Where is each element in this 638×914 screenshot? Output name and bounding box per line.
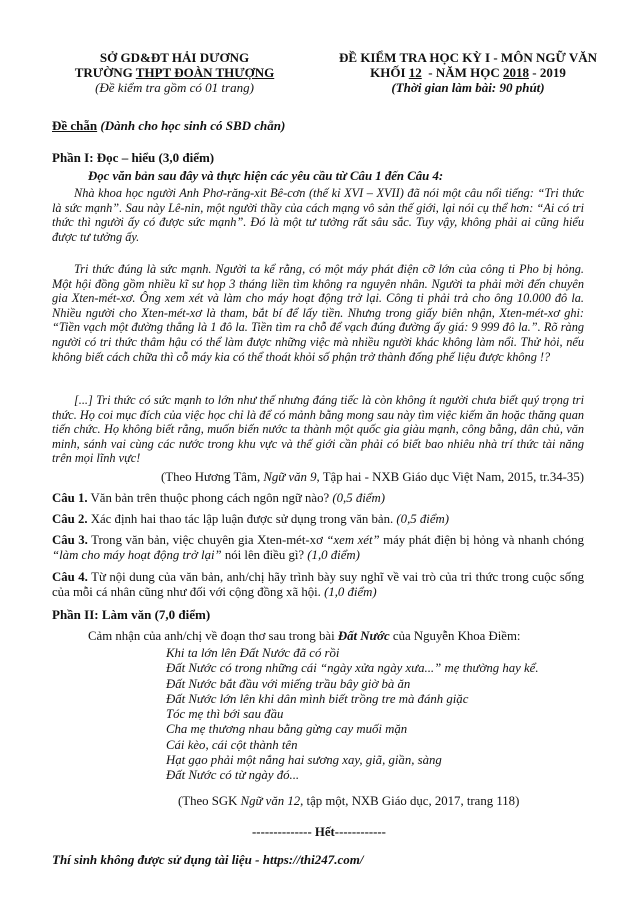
poem-line: Tóc mẹ thì bới sau đầu bbox=[166, 707, 284, 722]
question-4: Câu 4. Từ nội dung của văn bản, anh/chị hãy trình bày suy nghĩ về vai trò của tri thức trong cuộc sống của mỗi cá nhân cũng như đối với cộng đồng xã hội. (1,0 điểm) bbox=[52, 570, 584, 600]
passage-paragraph-2: Tri thức đúng là sức mạnh. Người ta kể rằng, có một máy phát điện cỡ lớn của công ti Pho bị hỏng. Một hội đồng gồm nhiều kĩ sư họp 3 tháng liền tìm không ra nguyên nhân. Người ta phải mời đến chuyên gia Xten-mét-xơ. Ông xem xét và làm cho máy hoạt động trở lại. Công ti phải trả cho ông 10.000 đô la. Nhiều người cho Xten-mét-xơ là tham, bắt bí để lấy tiền. Nhưng trong giấy biên nhận, Xten-mét-xơ ghi: “Tiền vạch một đường thẳng là 1 đô la. Tiền tìm ra chỗ để vạch đúng đường ấy giá: 9 999 đô la.”. Rõ ràng người có tri thức thâm hậu có thể làm được những việc mà nhiều người khác không làm nổi. Thử hỏi, nếu không biết cách chữa thì cỗ máy kia có thể thoát khỏi số phận trở thành đống phế liệu được không !? bbox=[52, 262, 584, 364]
department-name: SỞ GD&ĐT HẢI DƯƠNG bbox=[99, 50, 250, 65]
part1-title: Phần I: Đọc – hiểu (3,0 điểm) bbox=[52, 150, 215, 165]
header-left bbox=[52, 50, 297, 95]
passage-paragraph-3: [...] Tri thức có sức mạnh to lớn như thế nhưng đáng tiếc là còn không ít người chưa biết quý trọng tri thức. Họ coi mục đích của việc học chỉ là để có mảnh bằng mong sau này tìm việc kiếm ăn hoặc thăng quan tiến chức. Họ không biết rằng, muốn biến nước ta thành một quốc gia giàu mạnh, công bằng, dân chủ, văn minh, sánh vai cùng các nước trong khu vực và thế giới cần phải có biết bao nhiêu nhà trí thức tài năng trên mọi lĩnh vực! bbox=[52, 393, 584, 466]
time-note: (Thời gian làm bài: 90 phút) bbox=[391, 80, 545, 95]
poem-line: Đất Nước có trong những cái “ngày xửa ngày xưa...” mẹ thường hay kể. bbox=[166, 661, 539, 676]
poem-line: Cha mẹ thương nhau bằng gừng cay muối mặn bbox=[166, 722, 408, 737]
question-3: Câu 3. Trong văn bản, việc chuyên gia Xten-mét-xơ “xem xét” máy phát điện bị hỏng và nhanh chóng “làm cho máy hoạt động trở lại” nói lên điều gì? (1,0 điểm) bbox=[52, 533, 584, 563]
part2-prompt: Cảm nhận của anh/chị về đoạn thơ sau trong bài Đất Nước của Nguyễn Khoa Điềm: bbox=[88, 629, 521, 643]
exam-title: ĐỀ KIỂM TRA HỌC KỲ I - MÔN NGỮ VĂN bbox=[339, 50, 597, 65]
poem-excerpt bbox=[166, 646, 539, 784]
question-1: Câu 1. Văn bản trên thuộc phong cách ngôn ngữ nào? (0,5 điểm) bbox=[52, 491, 385, 505]
passage-source: (Theo Hương Tâm, Ngữ văn 9, Tập hai - NXB Giáo dục Việt Nam, 2015, tr.34-35) bbox=[161, 470, 584, 484]
poem-line: Hạt gạo phải một nắng hai sương xay, giã, giần, sàng bbox=[166, 753, 442, 768]
poem-line: Đất Nước lớn lên khi dân mình biết trồng tre mà đánh giặc bbox=[166, 691, 469, 706]
poem-line: Đất Nước bắt đầu với miếng trầu bây giờ bà ăn bbox=[166, 676, 411, 691]
footer-note: Thí sinh không được sử dụng tài liệu - https://thi247.com/ bbox=[52, 852, 364, 867]
poem-line: Cái kèo, cái cột thành tên bbox=[166, 737, 298, 752]
version-label: Đề chẵn (Dành cho học sinh có SBD chẵn) bbox=[52, 118, 286, 133]
grade-year: KHỐI 12 - NĂM HỌC 2018 - 2019 bbox=[370, 65, 566, 80]
part1-instruction: Đọc văn bản sau đây và thực hiện các yêu cầu từ Câu 1 đến Câu 4: bbox=[88, 169, 444, 183]
poem-source: (Theo SGK Ngữ văn 12, tập một, NXB Giáo dục, 2017, trang 118) bbox=[178, 794, 520, 808]
poem-line: Đất Nước có từ ngày đó... bbox=[166, 768, 300, 783]
pages-note: (Đề kiểm tra gồm có 01 trang) bbox=[95, 80, 254, 95]
part2-title: Phần II: Làm văn (7,0 điểm) bbox=[52, 607, 211, 622]
header-right bbox=[318, 50, 618, 95]
school-name: TRƯỜNG THPT ĐOÀN THƯỢNG bbox=[74, 65, 275, 80]
end-mark: -------------- Hết------------ bbox=[252, 825, 386, 839]
passage-paragraph-1: Nhà khoa học người Anh Phơ-răng-xit Bê-cơn (thế kỉ XVI – XVII) đã nói một câu nổi tiếng: “Tri thức là sức mạnh”. Sau này Lê-nin, một người thầy của cách mạng vô sản thế giới, lại nói cụ thể hơn: “Ai có tri thức thì người ấy có được sức mạnh”. Đó là một tư tưởng rất sâu sắc. Tuy vậy, không phải ai cũng hiểu được tư tưởng ấy. bbox=[52, 186, 584, 244]
question-2: Câu 2. Xác định hai thao tác lập luận được sử dụng trong văn bản. (0,5 điểm) bbox=[52, 512, 449, 526]
poem-line: Khi ta lớn lên Đất Nước đã có rồi bbox=[166, 646, 340, 660]
